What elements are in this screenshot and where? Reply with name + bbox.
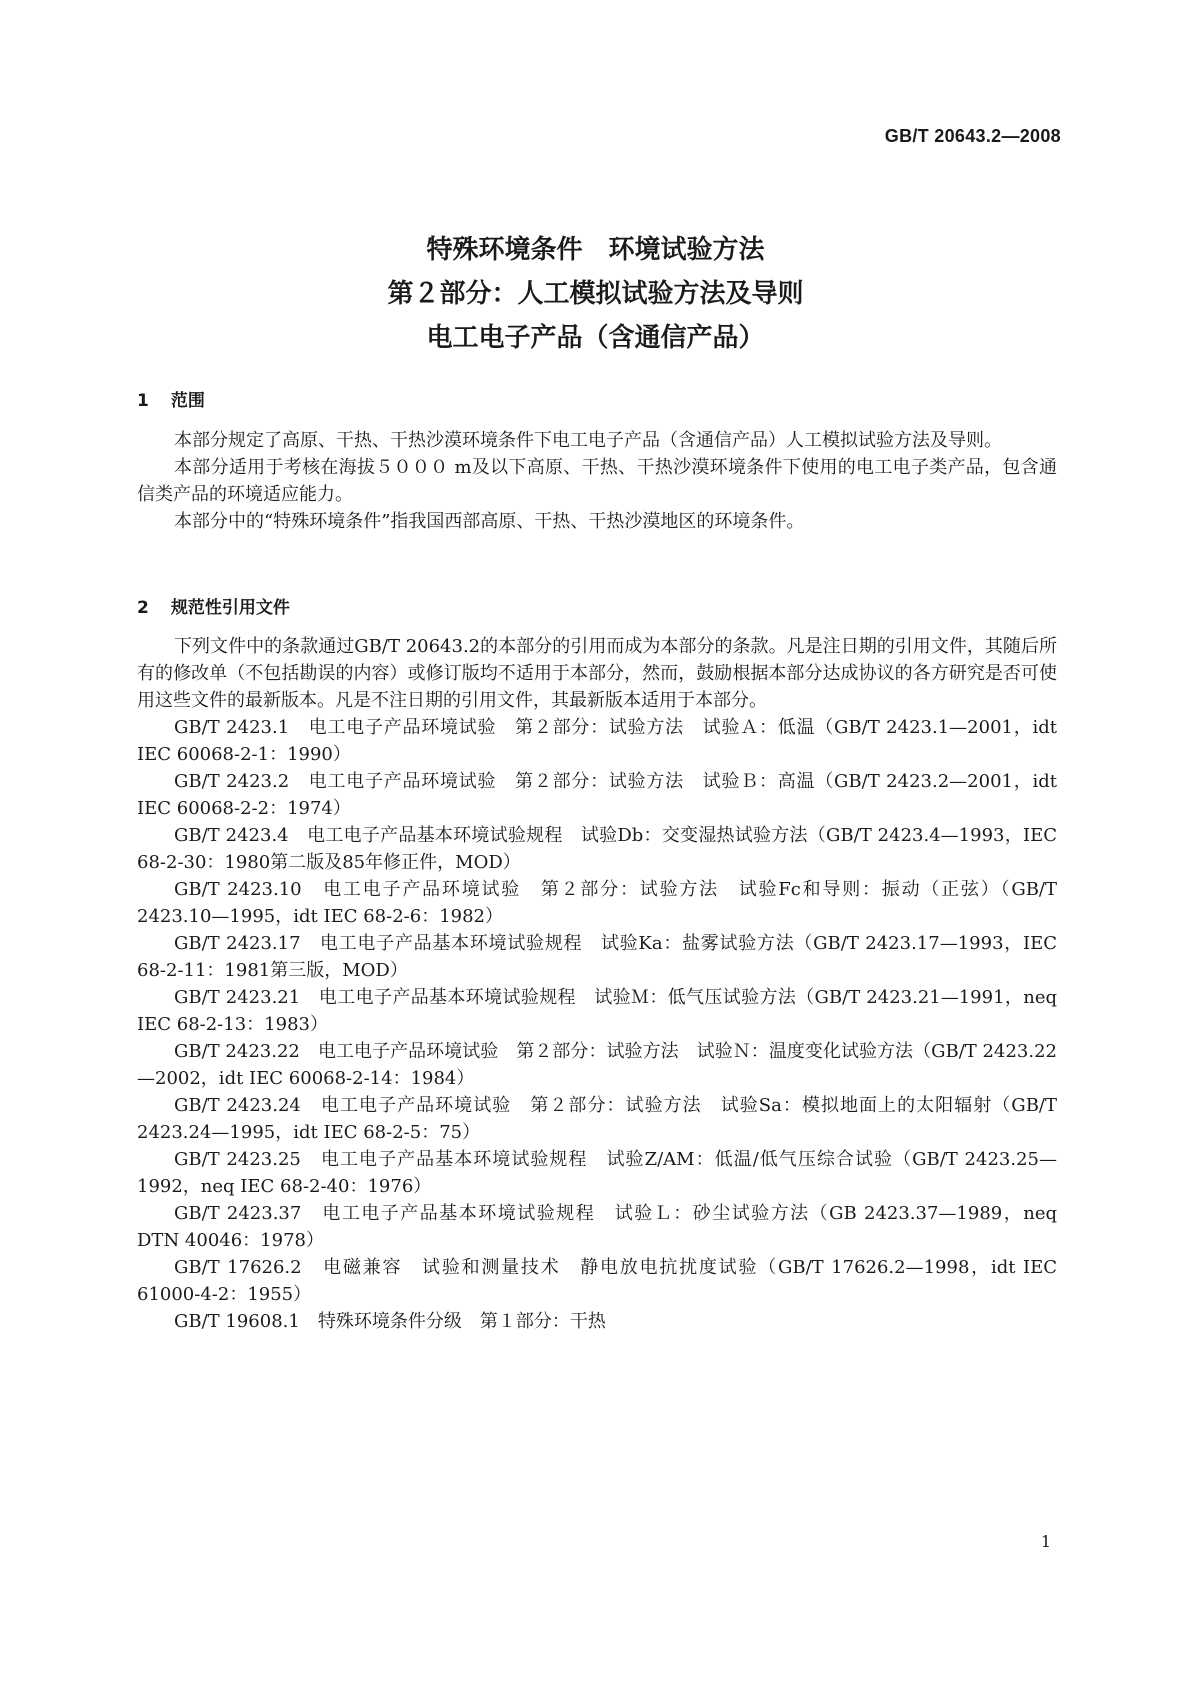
section-2-title: 规范性引用文件 (170, 598, 290, 618)
reference-title: 电工电子产品环境试验 第２部分：试验方法 试验Ｎ：温度变化试验方法（GB/T 2423.22—2002，idt IEC 60068-2-14：1984） (137, 1041, 1057, 1089)
reference-code: GB/T 2423.25 (174, 1149, 301, 1170)
reference-code: GB/T 2423.10 (174, 879, 302, 900)
reference-title: 电工电子产品基本环境试验规程 试验Ｌ：砂尘试验方法（GB 2423.37—1989，neq DTN 40046：1978） (137, 1203, 1057, 1251)
page-number: 1 (1040, 1532, 1051, 1551)
reference-item (137, 822, 1057, 876)
reference-item (137, 984, 1057, 1038)
section-2-body (137, 633, 1057, 1335)
reference-item (137, 714, 1057, 768)
reference-code: GB/T 2423.21 (174, 987, 301, 1008)
reference-title: 电工电子产品基本环境试验规程 试验Ka：盐雾试验方法（GB/T 2423.17—1993，IEC 68-2-11：1981第三版，MOD） (137, 933, 1057, 981)
reference-title: 电工电子产品环境试验 第２部分：试验方法 试验Ａ：低温（GB/T 2423.1—2001，idt IEC 60068-2-1：1990） (137, 717, 1058, 765)
reference-code: GB/T 2423.22 (174, 1041, 300, 1062)
section-2-heading (137, 593, 290, 618)
reference-title: 电工电子产品基本环境试验规程 试验Db：交变湿热试验方法（GB/T 2423.4—1993，IEC 68-2-30：1980第二版及85年修正件，MOD） (137, 825, 1057, 873)
reference-item (137, 930, 1057, 984)
reference-item (137, 1254, 1057, 1308)
reference-code: GB/T 17626.2 (174, 1257, 302, 1278)
section-1-heading (137, 386, 205, 411)
scope-paragraph: 本部分适用于考核在海拔５０００ m及以下高原、干热、干热沙漠环境条件下使用的电工电子类产品，包含通信类产品的环境适应能力。 (137, 457, 1057, 505)
section-1-title: 范围 (170, 391, 205, 411)
title-line-2: 第２部分：人工模拟试验方法及导则 (387, 279, 804, 309)
scope-paragraph: 本部分规定了高原、干热、干热沙漠环境条件下电工电子产品（含通信产品）人工模拟试验方法及导则。 (174, 430, 1002, 451)
reference-item (137, 1038, 1057, 1092)
section-1-body (137, 427, 1057, 535)
reference-title: 电工电子产品基本环境试验规程 试验Ｍ：低气压试验方法（GB/T 2423.21—1991，neq IEC 68-2-13：1983） (137, 987, 1058, 1035)
references-intro: 下列文件中的条款通过GB/T 20643.2的本部分的引用而成为本部分的条款。凡是注日期的引用文件，其随后所有的修改单（不包括勘误的内容）或修订版均不适用于本部分，然而，鼓励根据本部分达成协议的各方研究是否可使用这些文件的最新版本。凡是不注日期的引用文件，其最新版本适用于本部分。 (137, 636, 1057, 711)
reference-item (137, 768, 1057, 822)
reference-code: GB/T 2423.4 (174, 825, 289, 846)
title-line-1: 特殊环境条件 环境试验方法 (426, 235, 765, 265)
reference-title: 特殊环境条件分级 第１部分：干热 (317, 1311, 606, 1332)
reference-code: GB/T 2423.37 (174, 1203, 302, 1224)
reference-code: GB/T 2423.17 (174, 933, 301, 954)
reference-code: GB/T 2423.24 (174, 1095, 301, 1116)
reference-code: GB/T 2423.2 (174, 771, 290, 792)
reference-item (137, 1200, 1057, 1254)
section-2-number: 2 (137, 598, 149, 618)
reference-title: 电磁兼容 试验和测量技术 静电放电抗扰度试验（GB/T 17626.2—1998，idt IEC 61000-4-2：1955） (137, 1257, 1057, 1305)
reference-title: 电工电子产品环境试验 第２部分：试验方法 试验Sa：模拟地面上的太阳辐射（GB/T 2423.24—1995，idt IEC 68-2-5：75） (137, 1095, 1057, 1143)
reference-list (137, 714, 1057, 1335)
reference-item (137, 1146, 1057, 1200)
reference-code: GB/T 19608.1 (174, 1311, 300, 1332)
scope-paragraph: 本部分中的“特殊环境条件”指我国西部高原、干热、干热沙漠地区的环境条件。 (174, 511, 805, 532)
title-line-3: 电工电子产品（含通信产品） (426, 323, 765, 353)
reference-item (137, 876, 1057, 930)
reference-item (137, 1308, 1057, 1335)
reference-code: GB/T 2423.1 (174, 717, 290, 738)
standard-code: GB/T 20643.2—2008 (884, 126, 1061, 146)
document-title (0, 228, 1191, 360)
section-1-number: 1 (137, 391, 149, 411)
reference-item (137, 1092, 1057, 1146)
reference-title: 电工电子产品环境试验 第２部分：试验方法 试验Fc和导则：振动（正弦）（GB/T 2423.10—1995，idt IEC 68-2-6：1982） (137, 879, 1057, 927)
reference-title: 电工电子产品基本环境试验规程 试验Z/AM：低温/低气压综合试验（GB/T 2423.25—1992，neq IEC 68-2-40：1976） (137, 1149, 1057, 1197)
reference-title: 电工电子产品环境试验 第２部分：试验方法 试验Ｂ：高温（GB/T 2423.2—2001，idt IEC 60068-2-2：1974） (137, 771, 1058, 819)
